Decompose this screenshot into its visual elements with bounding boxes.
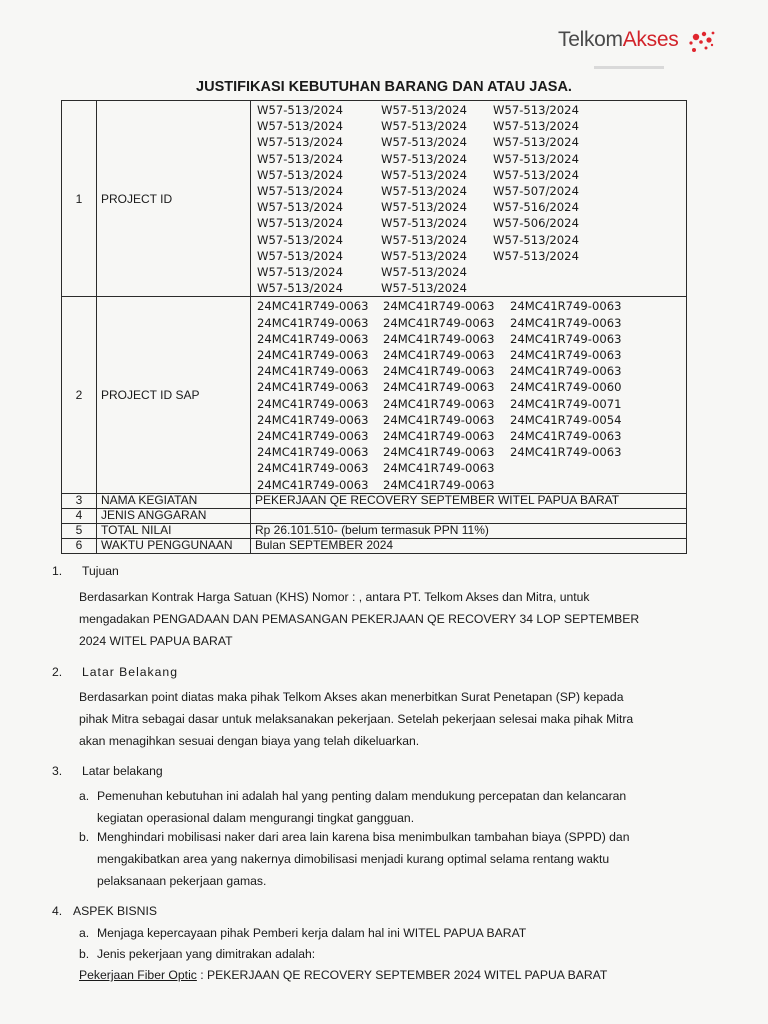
project-id-sap-cell: 24MC41R749-0063 [383, 331, 495, 346]
work-type-label: Pekerjaan Fiber Optic [79, 968, 197, 982]
item-text: Jenis pekerjaan yang dimitrakan adalah: [97, 947, 316, 961]
project-id-cell: W57-513/2024 [381, 248, 467, 263]
project-id-sap-cell: 24MC41R749-0063 [383, 445, 495, 460]
row-label: TOTAL NILAI [97, 523, 251, 538]
project-id-cell: W57-513/2024 [493, 167, 579, 182]
project-id-cell: W57-513/2024 [381, 281, 467, 296]
item-text [97, 785, 717, 829]
work-type-value: : PEKERJAAN QE RECOVERY SEPTEMBER 2024 WITEL PAPUA BARAT [196, 968, 608, 982]
row-value [251, 508, 687, 523]
paragraph-line: mengadakan PENGADAAN DAN PEMASANGAN PEKERJAAN QE RECOVERY 34 LOP SEPTEMBER [79, 612, 640, 626]
project-id-sap-cell: 24MC41R749-0063 [383, 380, 495, 395]
project-id-cell: W57-513/2024 [257, 248, 343, 263]
project-id-sap-cell: 24MC41R749-0071 [510, 396, 622, 411]
project-id-sap-cell: 24MC41R749-0063 [257, 315, 369, 330]
item-text: Menjaga kepercayaan pihak Pemberi kerja dalam hal ini WITEL PAPUA BARAT [97, 926, 527, 940]
project-id-sap-cell: 24MC41R749-0063 [383, 477, 495, 492]
project-id-values [251, 101, 687, 297]
project-id-sap-cell: 24MC41R749-0063 [383, 396, 495, 411]
row-label: JENIS ANGGARAN [97, 508, 251, 523]
project-id-grid [257, 102, 686, 296]
justification-table [61, 100, 687, 554]
project-id-sap-cell: 24MC41R749-0054 [510, 412, 622, 427]
table-row-total-nilai [62, 523, 687, 538]
logo-brand-akses: Akses [622, 28, 679, 51]
project-id-sap-cell: 24MC41R749-0063 [257, 299, 369, 314]
item-text [97, 826, 717, 892]
project-id-cell: W57-513/2024 [257, 216, 343, 231]
logo-dots-icon [682, 28, 718, 62]
row-label: WAKTU PENGGUNAAN [97, 538, 251, 553]
project-id-cell: W57-513/2024 [381, 103, 467, 117]
logo-tagline-line [594, 66, 664, 69]
project-id-cell: W57-513/2024 [381, 119, 467, 134]
paragraph-line: 2024 WITEL PAPUA BARAT [79, 634, 233, 648]
item-label: b. [79, 830, 90, 844]
project-id-sap-cell: 24MC41R749-0063 [257, 445, 369, 460]
project-id-cell: W57-513/2024 [257, 103, 343, 117]
section-heading: Latar belakang [82, 764, 163, 778]
item-text [79, 964, 699, 986]
table-row-project-id-sap [62, 297, 687, 493]
project-id-sap-cell: 24MC41R749-0063 [510, 331, 622, 346]
project-id-cell: W57-513/2024 [493, 151, 579, 166]
project-id-cell: W57-516/2024 [493, 200, 579, 215]
section-latar-belakang-paragraph [79, 686, 719, 752]
paragraph-line: mengakibatkan area yang nakernya dimobilisasi menjadi kurang optimal selama rentang waktu [97, 852, 610, 866]
project-id-sap-cell: 24MC41R749-0063 [257, 380, 369, 395]
section-heading: Latar Belakang [82, 665, 178, 679]
paragraph-line: Berdasarkan point diatas maka pihak Telkom Akses akan menerbitkan Surat Penetapan (SP) kepada [79, 690, 624, 704]
row-value: PEKERJAAN QE RECOVERY SEPTEMBER WITEL PAPUA BARAT [251, 493, 687, 508]
item-label: a. [79, 789, 90, 803]
project-id-cell: W57-513/2024 [257, 119, 343, 134]
project-id-sap-cell: 24MC41R749-0063 [257, 331, 369, 346]
project-id-sap-cell: 24MC41R749-0063 [510, 299, 622, 314]
project-id-cell: W57-513/2024 [257, 135, 343, 150]
project-id-sap-cell: 24MC41R749-0063 [383, 461, 495, 476]
company-logo [558, 28, 718, 76]
project-id-sap-cell: 24MC41R749-0063 [510, 429, 622, 444]
project-id-cell: W57-513/2024 [257, 184, 343, 199]
project-id-cell [493, 264, 613, 280]
paragraph-line: Menghindari mobilisasi naker dari area lain karena bisa menimbulkan tambahan biaya (SPPD) dan [97, 830, 630, 844]
project-id-cell: W57-513/2024 [381, 216, 467, 231]
project-id-sap-cell: 24MC41R749-0063 [257, 461, 369, 476]
project-id-sap-cell: 24MC41R749-0063 [383, 429, 495, 444]
project-id-sap-cell: 24MC41R749-0063 [257, 396, 369, 411]
row-number: 4 [62, 508, 97, 523]
paragraph-line: pelaksanaan pekerjaan gamas. [97, 874, 267, 888]
row-number: 1 [62, 101, 97, 297]
project-id-cell: W57-513/2024 [381, 200, 467, 215]
project-id-sap-cell: 24MC41R749-0063 [383, 299, 495, 314]
project-id-cell: W57-513/2024 [381, 265, 467, 280]
row-label: PROJECT ID [97, 101, 251, 297]
project-id-cell: W57-513/2024 [381, 167, 467, 182]
project-id-cell: W57-513/2024 [257, 151, 343, 166]
project-id-sap-cell: 24MC41R749-0063 [257, 429, 369, 444]
project-id-sap-cell: 24MC41R749-0063 [510, 445, 622, 460]
project-id-sap-cell: 24MC41R749-0063 [257, 477, 369, 492]
section-number: 4. [52, 904, 63, 918]
project-id-cell: W57-513/2024 [381, 151, 467, 166]
project-id-cell: W57-506/2024 [493, 216, 579, 231]
project-id-cell: W57-513/2024 [257, 200, 343, 215]
project-id-cell: W57-513/2024 [493, 135, 579, 150]
project-id-cell: W57-513/2024 [257, 265, 343, 280]
project-id-cell: W57-513/2024 [257, 232, 343, 247]
project-id-cell: W57-513/2024 [381, 135, 467, 150]
section-number: 1. [52, 564, 63, 578]
section-number: 2. [52, 665, 63, 679]
project-id-sap-cell: 24MC41R749-0063 [510, 315, 622, 330]
project-id-sap-cell: 24MC41R749-0063 [510, 364, 622, 379]
row-number: 5 [62, 523, 97, 538]
row-number: 6 [62, 538, 97, 553]
section-heading: ASPEK BISNIS [73, 904, 157, 918]
paragraph-line: kegiatan operasional dalam mengurangi tingkat gangguan. [97, 811, 415, 825]
section-tujuan-paragraph [79, 586, 719, 652]
project-id-sap-cell: 24MC41R749-0063 [257, 412, 369, 427]
paragraph-line: akan menagihkan sesuai dengan biaya yang telah dikeluarkan. [79, 734, 420, 748]
section-heading: Tujuan [82, 564, 119, 578]
paragraph-line: pihak Mitra sebagai dasar untuk melaksanakan pekerjaan. Setelah pekerjaan selesai maka pihak Mitra [79, 712, 634, 726]
project-id-cell: W57-513/2024 [493, 103, 579, 117]
project-id-cell: W57-507/2024 [493, 184, 579, 199]
row-value: Bulan SEPTEMBER 2024 [251, 538, 687, 553]
project-id-sap-cell: 24MC41R749-0060 [510, 380, 622, 395]
table-row-nama-kegiatan [62, 493, 687, 508]
table-row-waktu-penggunaan [62, 538, 687, 553]
project-id-cell: W57-513/2024 [381, 184, 467, 199]
project-id-cell: W57-513/2024 [257, 281, 343, 296]
row-number: 3 [62, 493, 97, 508]
logo-brand-telkom: Telkom [558, 28, 623, 51]
project-id-cell: W57-513/2024 [493, 232, 579, 247]
row-label: PROJECT ID SAP [97, 297, 251, 493]
document-title: JUSTIFIKASI KEBUTUHAN BARANG DAN ATAU JASA. [196, 79, 572, 95]
project-id-sap-cell: 24MC41R749-0063 [383, 315, 495, 330]
section-number: 3. [52, 764, 63, 778]
project-id-sap-cell [510, 460, 630, 476]
project-id-sap-cell: 24MC41R749-0063 [257, 348, 369, 363]
row-label: NAMA KEGIATAN [97, 493, 251, 508]
row-value: Rp 26.101.510- (belum termasuk PPN 11%) [251, 523, 687, 538]
project-id-cell: W57-513/2024 [493, 119, 579, 134]
project-id-cell: W57-513/2024 [493, 248, 579, 263]
project-id-cell [493, 280, 613, 296]
project-id-sap-values [251, 297, 687, 493]
paragraph-line: Berdasarkan Kontrak Harga Satuan (KHS) Nomor : , antara PT. Telkom Akses dan Mitra, untuk [79, 590, 590, 604]
row-number: 2 [62, 297, 97, 493]
paragraph-line: Pemenuhan kebutuhan ini adalah hal yang penting dalam mendukung percepatan dan kelancaran [97, 789, 627, 803]
project-id-sap-cell: 24MC41R749-0063 [257, 364, 369, 379]
table-row-jenis-anggaran [62, 508, 687, 523]
project-id-sap-cell: 24MC41R749-0063 [383, 348, 495, 363]
project-id-sap-cell: 24MC41R749-0063 [510, 348, 622, 363]
project-id-sap-cell [510, 477, 630, 493]
project-id-sap-cell: 24MC41R749-0063 [383, 412, 495, 427]
project-id-cell: W57-513/2024 [257, 167, 343, 182]
item-label: b. [79, 947, 90, 961]
project-id-cell: W57-513/2024 [381, 232, 467, 247]
table-row-project-id [62, 101, 687, 297]
logo-text [558, 28, 678, 51]
project-id-sap-cell: 24MC41R749-0063 [383, 364, 495, 379]
project-id-sap-grid [257, 298, 686, 492]
item-label: a. [79, 926, 90, 940]
